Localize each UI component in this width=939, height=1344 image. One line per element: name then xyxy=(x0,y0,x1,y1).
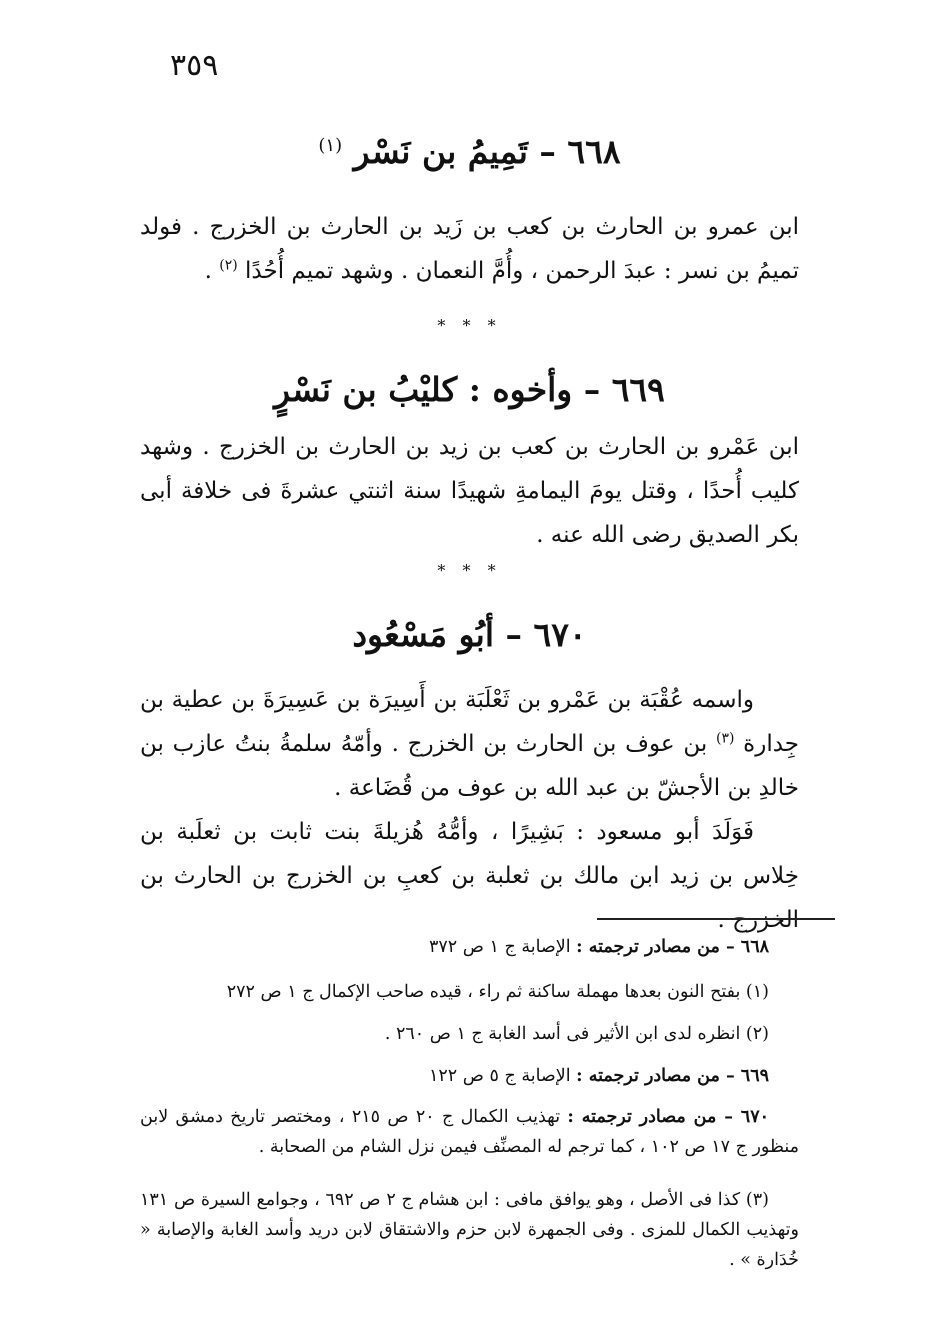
footnote-lead: ٦٦٨ – من مصادر ترجمته : xyxy=(576,937,769,957)
entry-body-670 xyxy=(140,678,799,810)
footnote-rule xyxy=(597,918,835,920)
paragraph-text: ابن عَمْرو بن الحارث بن كعب بن زيد بن الحارث بن الخزرج . وشهد كليب أُحدًا ، وقتل يومَ اليمامةِ شهيدًا سنة اثنتي عشرةَ فى خلافة أبى بكر الصديق رضى الله عنه . xyxy=(140,434,799,548)
entry-number: ٦٦٩ – xyxy=(572,370,665,409)
footnote-3 xyxy=(140,1185,799,1275)
paragraph-text: واسمه عُقْبَة بن عَمْرو بن ثَعْلَبَة بن أَسِيرَة بن عَسِيرَةَ بن عطية بن جِدارة xyxy=(140,687,800,757)
entry-number: ٦٦٨ – xyxy=(527,132,621,171)
separator-stars: * * * xyxy=(437,316,502,335)
entry-heading-670 xyxy=(140,615,799,654)
entry-number: ٦٧٠ – xyxy=(494,615,587,654)
paragraph-tail: . xyxy=(204,258,220,284)
footnote-1 xyxy=(140,977,799,1007)
entry-body-668 xyxy=(140,205,799,293)
paragraph-text: ابن عمرو بن الحارث بن كعب بن زَيد بن الحارث بن الخزرج . فولد تميمُ بن نسر : عبدَ الرحمن ، وأُمَّ النعمان . وشهد تميم أُحُدًا xyxy=(140,214,799,284)
footnote-2 xyxy=(140,1019,799,1049)
footnote-text: الإصابة ج ٥ ص ١٢٢ xyxy=(428,1066,577,1086)
entry-heading-668 xyxy=(140,132,799,171)
footnote-lead: ٦٧٠ – من مصادر ترجمته : xyxy=(567,1107,769,1127)
footnote-source-668 xyxy=(140,932,799,962)
page-number: ٣٥٩ xyxy=(170,48,219,83)
footnote-text: (٣) كذا فى الأصل ، وهو يوافق مافى : ابن هشام ج ٢ ص ٦٩٢ ، وجوامع السيرة ص ١٣١ وتهذيب الكمال للمزى . وفى الجمهرة لابن حزم والاشتقاق لابن دريد وأسد الغابة والإصابة « خُدَارة » . xyxy=(140,1190,799,1270)
entry-body-669 xyxy=(140,425,799,557)
footnote-text: الإصابة ج ١ ص ٣٧٢ xyxy=(428,937,577,957)
entry-name: تَمِيمُ بن نَسْر xyxy=(353,132,528,171)
footnote-source-670 xyxy=(140,1102,799,1162)
entry-name: أبُو مَسْعُود xyxy=(352,615,494,654)
footnote-text: (١) بفتح النون بعدها مهملة ساكنة ثم راء ، قيده صاحب الإكمال ج ١ ص ٢٧٢ xyxy=(226,982,769,1002)
separator-stars: * * * xyxy=(437,561,502,580)
paragraph-text: فَوَلَدَ أبو مسعود : بَشِيرًا ، وأمُّهُ هُزيلةَ بنت ثابت بن ثعلَبة بن خِلاس بن زيد ابن مالك بن ثعلبة بن كعبِ بن الخزرج بن الحارث بن الخزرج . xyxy=(140,819,799,933)
note-marker: (٢) xyxy=(219,257,238,274)
footnote-lead: ٦٦٩ – من مصادر ترجمته : xyxy=(576,1066,769,1086)
note-marker: (٣) xyxy=(715,730,735,747)
entry-heading-669 xyxy=(140,370,799,409)
entry-body-670-para-2 xyxy=(140,810,799,942)
footnote-text: (٢) انظره لدى ابن الأثير فى أسد الغابة ج ١ ص ٢٦٠ . xyxy=(384,1024,769,1044)
entry-name: وأخوه : كليْبُ بن نَسْرٍ xyxy=(274,370,573,409)
footnote-source-669 xyxy=(140,1061,799,1091)
paragraph-tail: بن عوف بن الحارث بن الخزرج . وأمّهُ سلمةُ بنتُ عازب بن خالدِ بن الأجشّ بن عبد الله بن عوف من قُضَاعة . xyxy=(140,731,799,801)
footnote-text: تهذيب الكمال ج ٢٠ ص ٢١٥ ، ومختصر تاريخ دمشق لابن منظور ج ١٧ ص ١٠٢ ، كما ترجم له المصنِّف فيمن نزل الشام من الصحابة . xyxy=(140,1107,799,1157)
note-marker: (١) xyxy=(318,135,343,156)
